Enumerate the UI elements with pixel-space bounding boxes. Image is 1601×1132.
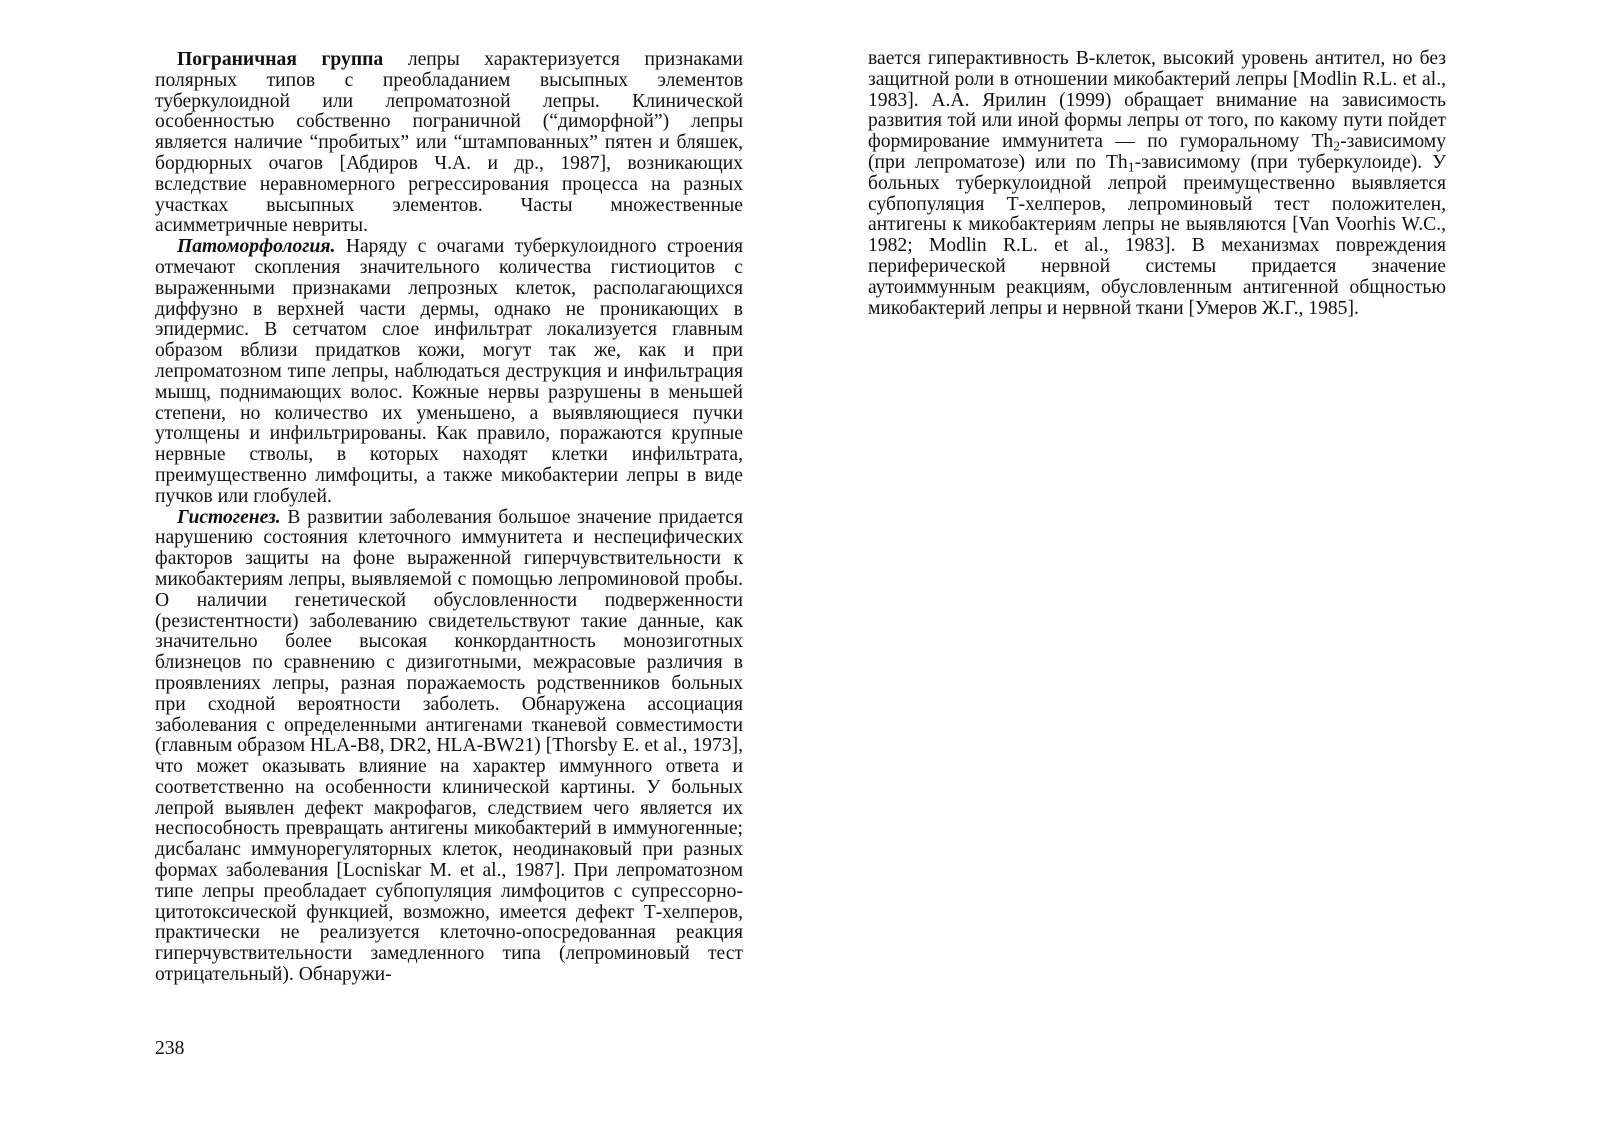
paragraph-body: Наряду с очагами туберкулоидного строения отмечают скопления значительного количества гистиоцитов с выраженными признаками лепрозных клеток, располагающихся диффузно в верхней части дермы, однако не проникающих в эпидермис. В сетчатом слое инфильтрат локализуется главным образом вблизи придатков кожи, могут так же, как и при лепроматозном типе лепры, наблюдаться деструкция и инфильтрация мышц, поднимающих волос. Кожные нервы разрушены в меньшей степени, но количество их уменьшено, а выявляющиеся пучки утолщены и инфильтрированы. Как правило, поражаются крупные нервные стволы, в которых находят клетки инфильтрата, преимущественно лимфоциты, а также микобактерии лепры в виде пучков или глобулей. xyxy=(155,236,743,507)
page-number: 238 xyxy=(155,1038,185,1059)
paragraph-body: В развитии заболевания большое значение придается нарушению состояния клеточного иммунитета и неспецифических факторов защиты на фоне выраженной гиперчувствительности к микобактериям лепры, выявляемой с помощью лепроминовой пробы. О наличии генетической обусловленности подверженности (резистентности) заболеванию свидетельствуют такие данные, как значительно более высокая конкордантность монозиготных близнецов по сравнению с дизиготными, межрасовые различия в проявлениях лепры, разная поражаемость родственников больных при сходной вероятности заболеть. Обнаружена ассоциация заболевания с определенными антигенами тканевой совместимости (главным образом HLA-B8, DR2, HLA-BW21) [Thorsby E. et al., 1973], что может оказывать влияние на характер иммунного ответа и соответственно на особенности клинической картины. У больных лепрой выявлен дефект макрофагов, следствием чего является их неспособность превращать антигены микобактерий в иммуногенные; дисбаланс иммунорегуляторных клеток, неодинаковый при разных формах заболевания [Locniskar M. et al., 1987]. При лепроматозном типе лепры преобладает субпопуляция лимфоцитов с супрессорно-цитотоксической функцией, возможно, имеется дефект Т-хелперов, практически не реализуется клеточно-опосредованная реакция гиперчувствительности замедленного типа (лепроминовый тест отрицательный). Обнаружи- xyxy=(155,506,743,986)
paragraph-continuation xyxy=(868,49,1446,319)
paragraph-body: -зависимому (при туберкулоиде). У больных туберкулоидной лепрой преимущественно выявляется субпопуляция Т-хелперов, лепроминовый тест положителен, антигены к микобактериям лепры не выявляются [Van Voorhis W.C., 1982; Modlin R.L. et al., 1983]. В механизмах повреждения периферической нервной системы придается значение аутоиммунным реакциям, обусловленным антигенной общностью микобактерий лепры и нервной ткани [Умеров Ж.Г., 1985]. xyxy=(868,151,1446,319)
paragraph-heading: Гистогенез. xyxy=(177,506,281,528)
left-page xyxy=(0,0,800,1132)
paragraph-body: -зависимому (при лепроматозе) или по Th xyxy=(868,131,1446,173)
right-page xyxy=(800,0,1601,1132)
right-text-column xyxy=(868,49,1446,319)
subscript: 1 xyxy=(1127,159,1135,175)
paragraph-pathomorphology xyxy=(155,237,743,507)
paragraph-body: лепры характеризуется признаками полярных типов с преобладанием высыпных элементов туберкулоидной или лепроматозной лепры. Клинической особенностью собственно пограничной (“диморфной”) лепры является наличие “пробитых” или “штампованных” пятен и бляшек, бордюрных очагов [Абдиров Ч.А. и др., 1987], возникающих вследствие неравномерного регрессирования процесса на разных участках высыпных элементов. Часты множественные асимметричные невриты. xyxy=(155,49,743,237)
paragraph-heading: Пограничная группа xyxy=(177,49,384,70)
paragraph-histogenesis xyxy=(155,508,743,986)
subscript: 2 xyxy=(1333,138,1341,154)
paragraph-borderline-group xyxy=(155,50,743,237)
paragraph-body: вается гиперактивность В-клеток, высокий уровень антител, но без защитной роли в отношении микобактерий лепры [Modlin R.L. et al., 1983]. А.А. Ярилин (1999) обращает внимание на зависимость развития той или иной формы лепры от того, по какому пути пойдет формирование иммунитета — по гуморальному Th xyxy=(868,48,1446,153)
paragraph-heading: Патоморфология. xyxy=(177,236,336,258)
left-text-column xyxy=(155,50,743,986)
